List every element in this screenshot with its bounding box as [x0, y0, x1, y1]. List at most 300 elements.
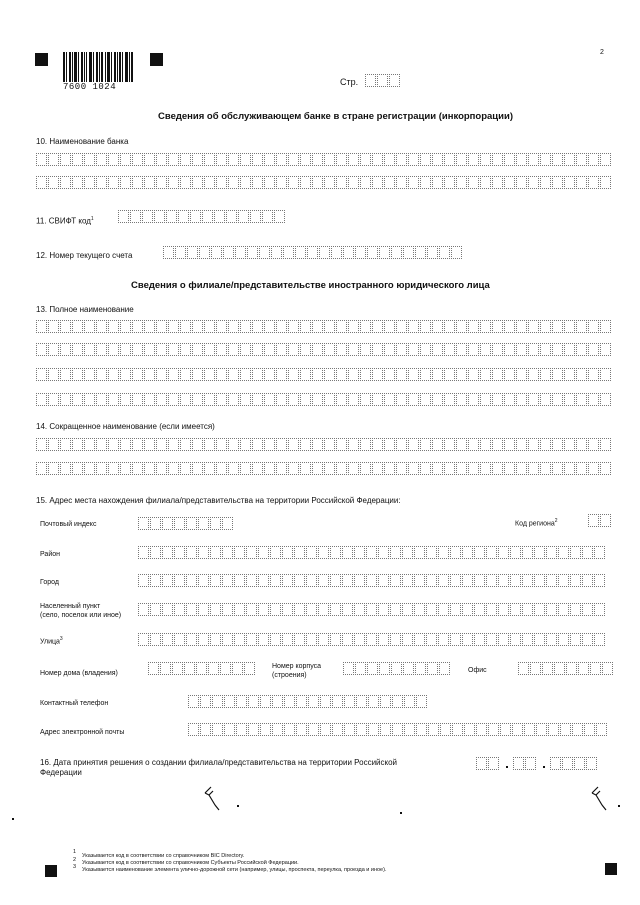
character-cell[interactable] [513, 757, 524, 770]
character-cell[interactable] [300, 176, 311, 189]
character-cell[interactable] [596, 723, 607, 736]
character-cell[interactable] [228, 393, 239, 406]
character-cell[interactable] [540, 368, 551, 381]
character-cell[interactable] [270, 603, 281, 616]
character-cell[interactable] [180, 368, 191, 381]
character-cell[interactable] [250, 210, 261, 223]
character-cell[interactable] [372, 176, 383, 189]
character-cell[interactable] [432, 368, 443, 381]
character-cell[interactable] [426, 633, 437, 646]
character-cell[interactable] [295, 246, 306, 259]
character-cell[interactable] [564, 393, 575, 406]
character-cell[interactable] [228, 176, 239, 189]
character-cell[interactable] [270, 574, 281, 587]
character-cell[interactable] [228, 320, 239, 333]
character-cell[interactable] [366, 633, 377, 646]
character-cell[interactable] [198, 633, 209, 646]
character-cell[interactable] [498, 546, 509, 559]
character-cell[interactable] [306, 633, 317, 646]
character-cell[interactable] [156, 393, 167, 406]
character-cell[interactable] [216, 438, 227, 451]
character-cell[interactable] [564, 368, 575, 381]
character-cell[interactable] [578, 662, 589, 675]
character-cell[interactable] [438, 574, 449, 587]
character-cell[interactable] [402, 633, 413, 646]
character-cell[interactable] [462, 574, 473, 587]
character-cell[interactable] [240, 462, 251, 475]
character-cell[interactable] [582, 546, 593, 559]
character-cell[interactable] [36, 320, 47, 333]
character-cell[interactable] [144, 368, 155, 381]
character-cell[interactable] [156, 176, 167, 189]
character-cell[interactable] [186, 633, 197, 646]
character-cell[interactable] [355, 662, 366, 675]
character-cell[interactable] [186, 546, 197, 559]
character-cell[interactable] [204, 368, 215, 381]
character-cell[interactable] [264, 153, 275, 166]
character-cell[interactable] [427, 662, 438, 675]
character-cell[interactable] [324, 368, 335, 381]
character-cell[interactable] [276, 176, 287, 189]
character-cell[interactable] [492, 462, 503, 475]
character-cell[interactable] [284, 723, 295, 736]
character-cell[interactable] [186, 603, 197, 616]
character-cell[interactable] [486, 546, 497, 559]
character-cell[interactable] [307, 246, 318, 259]
character-cell[interactable] [402, 603, 413, 616]
character-cell[interactable] [96, 462, 107, 475]
character-cell[interactable] [180, 320, 191, 333]
character-cell[interactable] [426, 574, 437, 587]
character-cell[interactable] [510, 546, 521, 559]
character-cell[interactable] [480, 368, 491, 381]
character-cell[interactable] [162, 633, 173, 646]
character-cell[interactable] [343, 662, 354, 675]
character-cell[interactable] [288, 462, 299, 475]
character-cell[interactable] [408, 320, 419, 333]
character-cell[interactable] [342, 633, 353, 646]
character-cell[interactable] [474, 633, 485, 646]
character-cell[interactable] [216, 176, 227, 189]
character-cell[interactable] [118, 210, 129, 223]
house-number-cells[interactable] [148, 662, 256, 675]
character-cell[interactable] [192, 438, 203, 451]
character-cell[interactable] [132, 438, 143, 451]
character-cell[interactable] [594, 603, 605, 616]
character-cell[interactable] [264, 320, 275, 333]
character-cell[interactable] [600, 176, 611, 189]
character-cell[interactable] [252, 368, 263, 381]
character-cell[interactable] [522, 603, 533, 616]
character-cell[interactable] [378, 546, 389, 559]
character-cell[interactable] [150, 517, 161, 530]
character-cell[interactable] [486, 574, 497, 587]
character-cell[interactable] [236, 695, 247, 708]
character-cell[interactable] [516, 153, 527, 166]
character-cell[interactable] [432, 320, 443, 333]
character-cell[interactable] [228, 153, 239, 166]
character-cell[interactable] [468, 368, 479, 381]
character-cell[interactable] [516, 438, 527, 451]
character-cell[interactable] [138, 517, 149, 530]
character-cell[interactable] [336, 393, 347, 406]
character-cell[interactable] [208, 662, 219, 675]
character-cell[interactable] [180, 438, 191, 451]
character-cell[interactable] [600, 462, 611, 475]
character-cell[interactable] [426, 546, 437, 559]
character-cell[interactable] [162, 517, 173, 530]
character-cell[interactable] [600, 393, 611, 406]
character-cell[interactable] [534, 633, 545, 646]
character-cell[interactable] [60, 320, 71, 333]
character-cell[interactable] [365, 74, 376, 87]
character-cell[interactable] [594, 633, 605, 646]
character-cell[interactable] [270, 546, 281, 559]
character-cell[interactable] [498, 574, 509, 587]
character-cell[interactable] [144, 153, 155, 166]
character-cell[interactable] [294, 633, 305, 646]
character-cell[interactable] [296, 723, 307, 736]
character-cell[interactable] [216, 153, 227, 166]
character-cell[interactable] [492, 176, 503, 189]
character-cell[interactable] [238, 210, 249, 223]
character-cell[interactable] [396, 368, 407, 381]
character-cell[interactable] [162, 574, 173, 587]
character-cell[interactable] [48, 393, 59, 406]
character-cell[interactable] [138, 546, 149, 559]
character-cell[interactable] [36, 368, 47, 381]
character-cell[interactable] [528, 153, 539, 166]
character-cell[interactable] [378, 603, 389, 616]
character-cell[interactable] [108, 393, 119, 406]
character-cell[interactable] [252, 176, 263, 189]
character-cell[interactable] [306, 574, 317, 587]
character-cell[interactable] [260, 723, 271, 736]
character-cell[interactable] [552, 462, 563, 475]
character-cell[interactable] [462, 633, 473, 646]
character-cell[interactable] [166, 210, 177, 223]
character-cell[interactable] [516, 176, 527, 189]
character-cell[interactable] [187, 246, 198, 259]
character-cell[interactable] [84, 153, 95, 166]
character-cell[interactable] [108, 320, 119, 333]
character-cell[interactable] [367, 246, 378, 259]
character-cell[interactable] [582, 574, 593, 587]
character-cell[interactable] [36, 438, 47, 451]
character-cell[interactable] [522, 546, 533, 559]
character-cell[interactable] [476, 757, 487, 770]
character-cell[interactable] [384, 438, 395, 451]
character-cell[interactable] [552, 368, 563, 381]
character-cell[interactable] [504, 176, 515, 189]
character-cell[interactable] [324, 393, 335, 406]
character-cell[interactable] [332, 723, 343, 736]
character-cell[interactable] [216, 393, 227, 406]
character-cell[interactable] [138, 633, 149, 646]
character-cell[interactable] [540, 153, 551, 166]
character-cell[interactable] [427, 246, 438, 259]
character-cell[interactable] [368, 695, 379, 708]
character-cell[interactable] [488, 757, 499, 770]
character-cell[interactable] [72, 438, 83, 451]
character-cell[interactable] [48, 176, 59, 189]
locality-cells[interactable] [138, 603, 606, 616]
character-cell[interactable] [240, 320, 251, 333]
character-cell[interactable] [204, 462, 215, 475]
character-cell[interactable] [192, 320, 203, 333]
character-cell[interactable] [244, 662, 255, 675]
character-cell[interactable] [504, 343, 515, 356]
character-cell[interactable] [600, 514, 611, 527]
character-cell[interactable] [456, 438, 467, 451]
character-cell[interactable] [270, 633, 281, 646]
character-cell[interactable] [271, 246, 282, 259]
character-cell[interactable] [348, 462, 359, 475]
decision-date-day[interactable] [476, 757, 500, 770]
character-cell[interactable] [240, 153, 251, 166]
character-cell[interactable] [600, 320, 611, 333]
character-cell[interactable] [258, 633, 269, 646]
character-cell[interactable] [542, 662, 553, 675]
character-cell[interactable] [439, 246, 450, 259]
character-cell[interactable] [210, 633, 221, 646]
character-cell[interactable] [168, 153, 179, 166]
character-cell[interactable] [264, 368, 275, 381]
character-cell[interactable] [336, 462, 347, 475]
character-cell[interactable] [492, 343, 503, 356]
character-cell[interactable] [260, 695, 271, 708]
character-cell[interactable] [480, 320, 491, 333]
character-cell[interactable] [96, 320, 107, 333]
character-cell[interactable] [402, 574, 413, 587]
character-cell[interactable] [120, 320, 131, 333]
character-cell[interactable] [308, 695, 319, 708]
character-cell[interactable] [108, 368, 119, 381]
character-cell[interactable] [168, 393, 179, 406]
character-cell[interactable] [192, 462, 203, 475]
character-cell[interactable] [284, 695, 295, 708]
character-cell[interactable] [132, 320, 143, 333]
character-cell[interactable] [546, 574, 557, 587]
character-cell[interactable] [306, 546, 317, 559]
character-cell[interactable] [190, 210, 201, 223]
character-cell[interactable] [354, 633, 365, 646]
character-cell[interactable] [372, 462, 383, 475]
character-cell[interactable] [414, 546, 425, 559]
character-cell[interactable] [570, 603, 581, 616]
character-cell[interactable] [192, 153, 203, 166]
character-cell[interactable] [366, 546, 377, 559]
character-cell[interactable] [222, 633, 233, 646]
character-cell[interactable] [330, 574, 341, 587]
character-cell[interactable] [282, 574, 293, 587]
character-cell[interactable] [252, 438, 263, 451]
character-cell[interactable] [528, 343, 539, 356]
character-cell[interactable] [552, 320, 563, 333]
character-cell[interactable] [204, 320, 215, 333]
character-cell[interactable] [138, 603, 149, 616]
character-cell[interactable] [72, 462, 83, 475]
character-cell[interactable] [288, 153, 299, 166]
character-cell[interactable] [498, 633, 509, 646]
character-cell[interactable] [312, 343, 323, 356]
character-cell[interactable] [264, 462, 275, 475]
character-cell[interactable] [320, 723, 331, 736]
character-cell[interactable] [408, 343, 419, 356]
character-cell[interactable] [396, 153, 407, 166]
character-cell[interactable] [264, 176, 275, 189]
character-cell[interactable] [300, 320, 311, 333]
character-cell[interactable] [60, 462, 71, 475]
character-cell[interactable] [168, 462, 179, 475]
character-cell[interactable] [582, 603, 593, 616]
character-cell[interactable] [360, 462, 371, 475]
character-cell[interactable] [462, 546, 473, 559]
character-cell[interactable] [450, 574, 461, 587]
character-cell[interactable] [415, 246, 426, 259]
character-cell[interactable] [276, 462, 287, 475]
character-cell[interactable] [440, 723, 451, 736]
character-cell[interactable] [504, 438, 515, 451]
character-cell[interactable] [288, 393, 299, 406]
character-cell[interactable] [84, 462, 95, 475]
character-cell[interactable] [468, 320, 479, 333]
character-cell[interactable] [600, 438, 611, 451]
character-cell[interactable] [144, 438, 155, 451]
character-cell[interactable] [288, 320, 299, 333]
character-cell[interactable] [172, 662, 183, 675]
character-cell[interactable] [534, 546, 545, 559]
character-cell[interactable] [404, 695, 415, 708]
character-cell[interactable] [48, 368, 59, 381]
character-cell[interactable] [36, 176, 47, 189]
character-cell[interactable] [462, 603, 473, 616]
character-cell[interactable] [356, 695, 367, 708]
character-cell[interactable] [240, 438, 251, 451]
character-cell[interactable] [536, 723, 547, 736]
character-cell[interactable] [48, 320, 59, 333]
character-cell[interactable] [168, 368, 179, 381]
character-cell[interactable] [576, 343, 587, 356]
character-cell[interactable] [546, 633, 557, 646]
character-cell[interactable] [144, 343, 155, 356]
character-cell[interactable] [528, 176, 539, 189]
character-cell[interactable] [248, 695, 259, 708]
character-cell[interactable] [476, 723, 487, 736]
character-cell[interactable] [528, 438, 539, 451]
character-cell[interactable] [408, 393, 419, 406]
character-cell[interactable] [156, 153, 167, 166]
character-cell[interactable] [480, 462, 491, 475]
character-cell[interactable] [576, 438, 587, 451]
character-cell[interactable] [324, 438, 335, 451]
character-cell[interactable] [360, 393, 371, 406]
character-cell[interactable] [600, 153, 611, 166]
character-cell[interactable] [252, 343, 263, 356]
character-cell[interactable] [360, 368, 371, 381]
character-cell[interactable] [336, 153, 347, 166]
character-cell[interactable] [72, 153, 83, 166]
character-cell[interactable] [348, 320, 359, 333]
character-cell[interactable] [324, 320, 335, 333]
character-cell[interactable] [562, 757, 573, 770]
character-cell[interactable] [332, 695, 343, 708]
character-cell[interactable] [600, 368, 611, 381]
character-cell[interactable] [389, 74, 400, 87]
character-cell[interactable] [444, 176, 455, 189]
character-cell[interactable] [228, 368, 239, 381]
character-cell[interactable] [72, 393, 83, 406]
character-cell[interactable] [216, 462, 227, 475]
character-cell[interactable] [564, 176, 575, 189]
character-cell[interactable] [132, 368, 143, 381]
character-cell[interactable] [540, 176, 551, 189]
character-cell[interactable] [296, 695, 307, 708]
character-cell[interactable] [222, 603, 233, 616]
character-cell[interactable] [204, 438, 215, 451]
character-cell[interactable] [202, 210, 213, 223]
character-cell[interactable] [150, 574, 161, 587]
character-cell[interactable] [312, 393, 323, 406]
character-cell[interactable] [372, 368, 383, 381]
character-cell[interactable] [264, 343, 275, 356]
character-cell[interactable] [378, 633, 389, 646]
character-cell[interactable] [408, 153, 419, 166]
character-cell[interactable] [404, 723, 415, 736]
character-cell[interactable] [60, 393, 71, 406]
character-cell[interactable] [516, 368, 527, 381]
character-cell[interactable] [283, 246, 294, 259]
character-cell[interactable] [396, 343, 407, 356]
character-cell[interactable] [444, 438, 455, 451]
character-cell[interactable] [288, 343, 299, 356]
character-cell[interactable] [576, 368, 587, 381]
character-cell[interactable] [198, 603, 209, 616]
character-cell[interactable] [60, 153, 71, 166]
character-cell[interactable] [162, 603, 173, 616]
character-cell[interactable] [224, 723, 235, 736]
character-cell[interactable] [348, 368, 359, 381]
character-cell[interactable] [342, 546, 353, 559]
character-cell[interactable] [234, 546, 245, 559]
character-cell[interactable] [450, 633, 461, 646]
character-cell[interactable] [548, 723, 559, 736]
character-cell[interactable] [420, 438, 431, 451]
character-cell[interactable] [300, 368, 311, 381]
character-cell[interactable] [60, 438, 71, 451]
character-cell[interactable] [584, 723, 595, 736]
character-cell[interactable] [408, 438, 419, 451]
character-cell[interactable] [120, 153, 131, 166]
character-cell[interactable] [180, 153, 191, 166]
character-cell[interactable] [540, 343, 551, 356]
character-cell[interactable] [150, 546, 161, 559]
character-cell[interactable] [451, 246, 462, 259]
character-cell[interactable] [276, 153, 287, 166]
character-cell[interactable] [308, 723, 319, 736]
character-cell[interactable] [456, 393, 467, 406]
character-cell[interactable] [468, 153, 479, 166]
character-cell[interactable] [84, 343, 95, 356]
character-cell[interactable] [108, 462, 119, 475]
character-cell[interactable] [222, 546, 233, 559]
character-cell[interactable] [196, 662, 207, 675]
character-cell[interactable] [235, 246, 246, 259]
character-cell[interactable] [96, 438, 107, 451]
character-cell[interactable] [416, 695, 427, 708]
postal-index-cells[interactable] [138, 517, 234, 530]
character-cell[interactable] [150, 633, 161, 646]
